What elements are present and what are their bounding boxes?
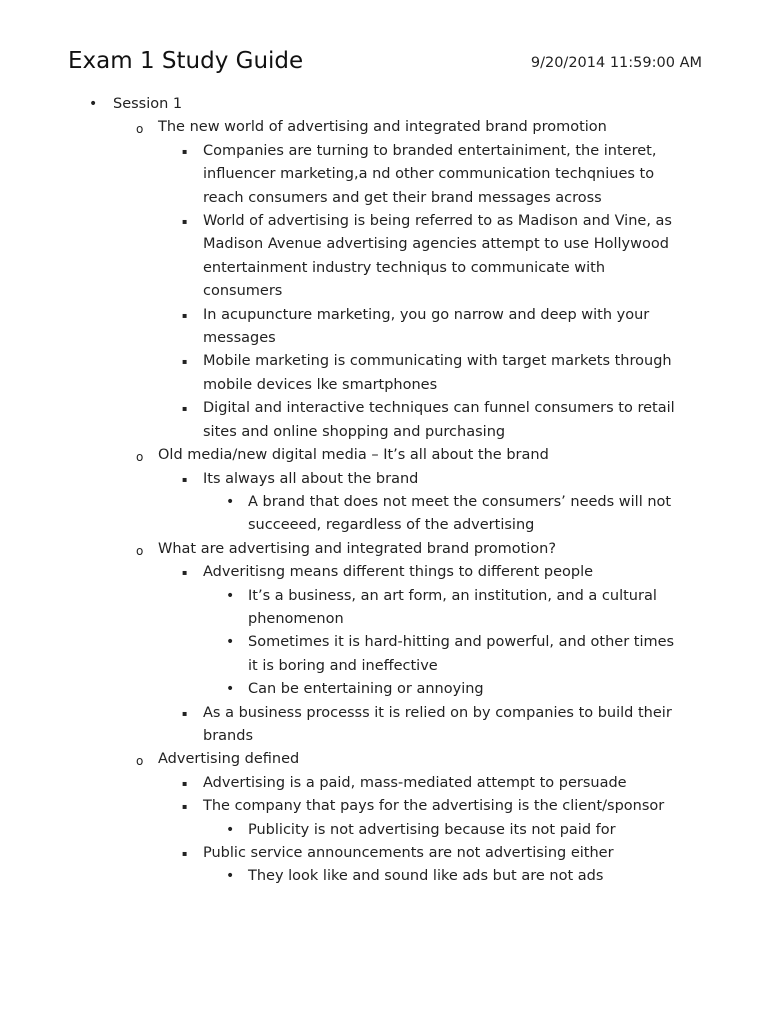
outline-level-2 [0,116,768,888]
square-marker: ▪ [182,708,188,718]
list-item-text: Mobile marketing is communicating with target markets through mobile devices lke smartphones [203,353,672,393]
list-item-text: Can be entertaining or annoying [248,681,484,698]
square-marker: ▪ [182,802,188,812]
bullet-marker: • [226,587,235,604]
list-item [158,304,768,351]
document-header [68,44,702,80]
square-marker: ▪ [182,357,188,367]
outline-level-4 [203,585,768,702]
session-title: Session 1 [113,96,183,112]
square-marker: ▪ [182,849,188,858]
section-title: Advertising defined [158,751,300,768]
list-item [158,702,768,749]
square-marker: ▪ [182,146,188,156]
list-item-text: Companies are turning to branded entertainiment, the interet, influencer marketing,a nd other communication techqniues to reach consumers and get their brand messages across [203,142,657,206]
section-item [113,748,768,888]
list-item-session [0,93,768,889]
circle-marker: o [136,754,144,769]
list-item [158,140,768,210]
list-item-text: Sometimes it is hard-hitting and powerful, and other times it is boring and ineffective [248,634,675,674]
list-item-text: The company that pays for the advertising is the client/sponsor [203,798,665,815]
list-item [158,210,768,304]
bullet-marker: • [226,868,235,885]
outline-level-1 [0,93,768,889]
list-item-text: Publicity is not advertising because its not paid for [248,821,616,838]
list-item-text: Public service announcements are not advertising either [203,845,614,861]
square-marker: ▪ [182,778,188,788]
section-item [113,538,768,749]
bullet-marker: • [89,96,98,112]
page-title: Exam 1 Study Guide [68,48,304,74]
list-item-text: A brand that does not meet the consumers’ needs will not succeeed, regardless of the advertising [248,493,672,534]
section-title: Old media/new digital media – It’s all about the brand [158,447,549,464]
list-item [203,678,768,701]
list-item-text: Digital and interactive techniques can funnel consumers to retail sites and online shopping and purchasing [203,400,675,440]
circle-marker: o [136,450,144,465]
list-item [203,865,768,888]
list-item-text: As a business processs it is relied on by companies to build their brands [203,704,672,744]
outline-level-3 [158,468,768,538]
section-item [113,116,768,444]
list-item-text: They look like and sound like ads but are not ads [248,868,604,885]
list-item [158,561,768,701]
list-item-text: Adveritisng means different things to different people [203,564,594,581]
list-item [158,795,768,842]
circle-marker: o [136,543,144,558]
list-item [203,491,768,538]
list-item [203,631,768,678]
timestamp: 9/20/2014 11:59:00 AM [530,55,702,71]
list-item [203,585,768,632]
outline-level-3 [158,140,768,444]
square-marker: ▪ [182,404,188,414]
square-marker: ▪ [182,217,188,227]
list-item-text: In acupuncture marketing, you go narrow and deep with your messages [203,306,650,347]
list-item [158,468,768,538]
list-item [158,397,768,444]
list-item [158,350,768,397]
list-item-text: World of advertising is being referred to as Madison and Vine, as Madison Avenue advertising agencies attempt to use Hollywood entertainment industry techniqus to communicate with consumers [203,213,672,300]
list-item [158,772,768,795]
square-marker: ▪ [182,474,188,484]
bullet-marker: • [226,493,235,510]
outline-level-4 [203,491,768,538]
study-guide-outline [0,93,768,889]
bullet-marker: • [226,821,235,838]
outline-level-4 [203,865,768,888]
list-item [158,842,768,889]
bullet-marker: • [226,634,235,651]
outline-level-3 [158,561,768,748]
list-item-text: Advertising is a paid, mass-mediated attempt to persuade [203,774,627,791]
section-title: What are advertising and integrated brand promotion? [158,540,557,557]
square-marker: ▪ [182,310,188,320]
circle-marker: o [136,122,144,137]
list-item-text: It’s a business, an art form, an institution, and a cultural phenomenon [248,587,657,627]
section-title: The new world of advertising and integrated brand promotion [158,119,607,136]
list-item [203,819,768,842]
outline-level-3 [158,772,768,889]
square-marker: ▪ [182,568,188,578]
bullet-marker: • [226,681,235,698]
list-item-text: Its always all about the brand [203,470,419,487]
section-item [113,444,768,538]
outline-level-4 [203,819,768,842]
